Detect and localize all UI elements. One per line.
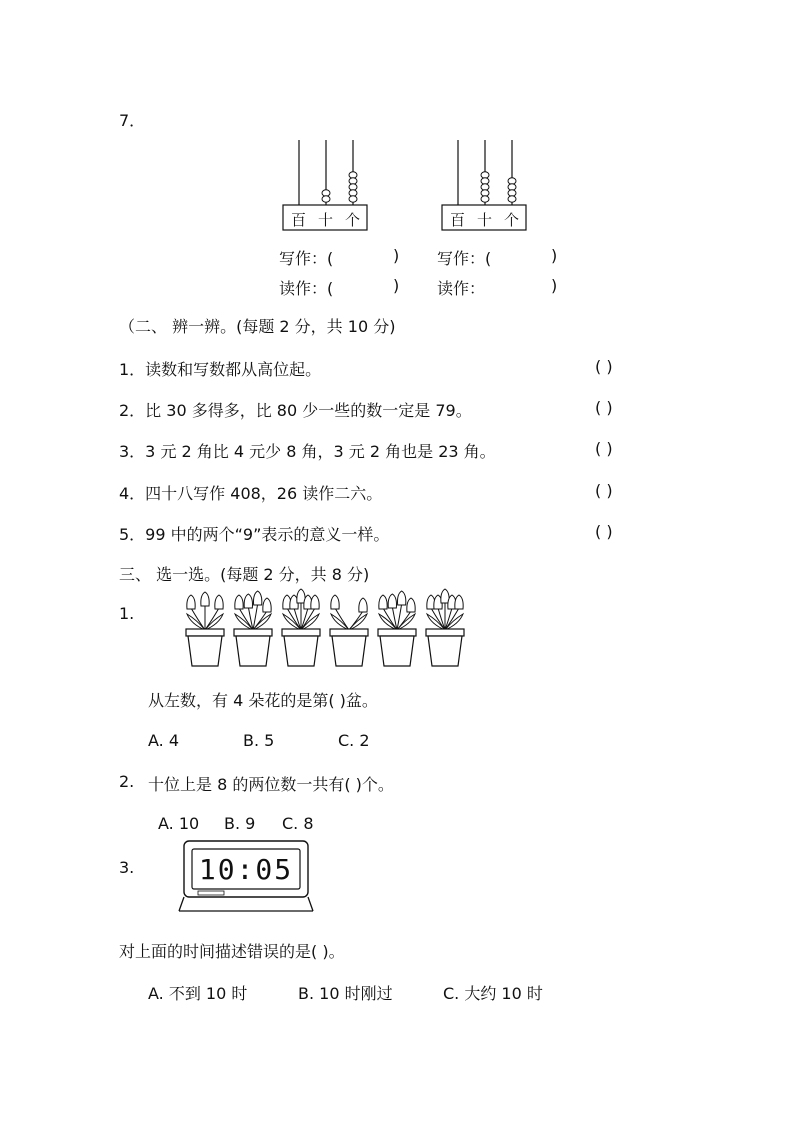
flower-2-2 <box>244 594 252 608</box>
flower-5-3 <box>398 591 406 605</box>
s3-q3-option-a: A. 不到 10 时 <box>148 984 248 1003</box>
q7-read-label-left: 读作：( <box>279 279 334 298</box>
abacus-right-ones-beads <box>508 178 516 202</box>
flower-6-5 <box>455 595 463 609</box>
s3-q1-option-b: B. 5 <box>243 731 275 750</box>
section2-item-3-paren: ( ) <box>595 439 613 458</box>
abacus-left-label-ones: 个 <box>345 211 361 229</box>
s3-q2-number: 2. <box>119 772 135 791</box>
flower-3-5 <box>311 595 319 609</box>
abacus-left-tens-beads <box>322 190 330 202</box>
section2-item-5-paren: ( ) <box>595 522 613 541</box>
digital-clock-illustration <box>178 840 314 914</box>
section2-title: （二、 辨一辨。(每题 2 分，共 10 分) <box>119 317 396 336</box>
flower-5-4 <box>407 598 415 612</box>
s3-q2-option-c: C. 8 <box>282 814 314 833</box>
flower-4-2 <box>359 598 367 612</box>
section2-item-2-paren: ( ) <box>595 398 613 417</box>
abacus-left-label-tens: 十 <box>318 211 334 229</box>
s3-q1-option-a: A. 4 <box>148 731 180 750</box>
abacus-right-label-tens: 十 <box>477 211 493 229</box>
q7-write-label-right: 写作：( <box>437 249 492 268</box>
flower-1-2 <box>201 592 209 606</box>
abacus-right-tens-beads <box>481 172 489 202</box>
flower-4-1 <box>331 595 339 609</box>
flower-5-1 <box>379 595 387 609</box>
section2-item-4-paren: ( ) <box>595 481 613 500</box>
abacus-right-label-ones: 个 <box>504 211 520 229</box>
abacus-right-label-hundreds: 百 <box>450 211 466 229</box>
section2-item-1: 1．读数和写数都从高位起。 <box>119 360 322 379</box>
abacus-left-label-hundreds: 百 <box>291 211 307 229</box>
q7-read-close-left: ) <box>393 276 400 295</box>
flower-pots-illustration <box>183 584 483 668</box>
q7-read-label-right: 读作： <box>437 279 486 298</box>
flower-1-1 <box>187 595 195 609</box>
abacus-left-ones-beads <box>349 172 357 202</box>
flower-2-4 <box>263 598 271 612</box>
q7-write-close-left: ) <box>393 246 400 265</box>
q7-write-label-left: 写作：( <box>279 249 334 268</box>
s3-q2-option-a: A. 10 <box>158 814 200 833</box>
flower-pot-3 <box>282 589 320 666</box>
section3-title: 三、 选一选。(每题 2 分，共 8 分) <box>119 565 370 584</box>
flower-pot-6 <box>426 589 464 666</box>
clock-display: 10:05 <box>198 853 294 886</box>
flower-pot-4 <box>330 595 368 666</box>
s3-q1-option-c: C. 2 <box>338 731 370 750</box>
q7-number: 7． <box>119 111 146 130</box>
section2-item-3: 3．3 元 2 角比 4 元少 8 角，3 元 2 角也是 23 角。 <box>119 442 496 461</box>
flower-pot-2 <box>234 591 272 666</box>
q7-read-close-right: ) <box>551 276 558 295</box>
q7-write-close-right: ) <box>551 246 558 265</box>
s3-q3-option-c: C. 大约 10 时 <box>443 984 543 1003</box>
section2-item-1-paren: ( ) <box>595 357 613 376</box>
s3-q3-question: 对上面的时间描述错误的是( )。 <box>119 942 345 961</box>
s3-q2-question: 十位上是 8 的两位数一共有( )个。 <box>148 775 394 794</box>
flower-2-3 <box>254 591 262 605</box>
flower-1-3 <box>215 595 223 609</box>
s3-q2-option-b: B. 9 <box>224 814 256 833</box>
flower-2-1 <box>235 595 243 609</box>
flower-pot-5 <box>378 591 416 666</box>
s3-q3-number: 3. <box>119 858 135 877</box>
s3-q3-option-b: B. 10 时刚过 <box>298 984 393 1003</box>
section2-item-2: 2．比 30 多得多，比 80 少一些的数一定是 79。 <box>119 401 472 420</box>
flower-pot-1 <box>186 592 224 666</box>
s3-q1-number: 1. <box>119 604 135 623</box>
flower-5-2 <box>388 594 396 608</box>
section2-item-5: 5．99 中的两个“9”表示的意义一样。 <box>119 525 390 544</box>
s3-q1-question: 从左数，有 4 朵花的是第( )盆。 <box>148 691 378 710</box>
section2-item-4: 4．四十八写作 408，26 读作二六。 <box>119 484 383 503</box>
